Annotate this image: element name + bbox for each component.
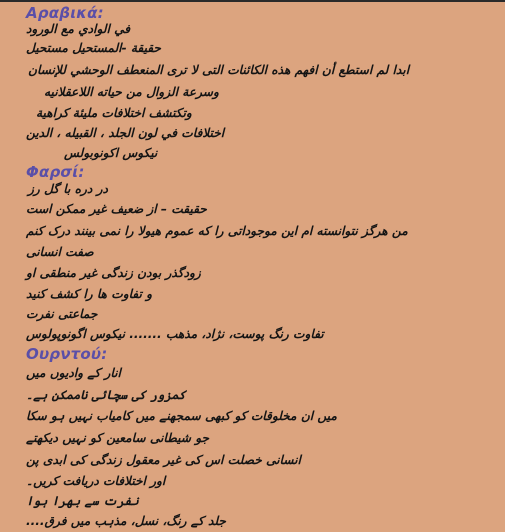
poem-line: في الوادي مع الورود	[26, 22, 131, 36]
poem-line: کمزور کی سچائی ناممکن ہے۔	[26, 388, 186, 402]
poem-line: و تفاوت ها را کشف کنید	[26, 287, 152, 301]
poem-line: میں ان مخلوقات کو کبھی سمجھنے میں کامیاب نہیں ہو سکا	[26, 409, 337, 423]
poem-line: جو شیطانی سامعین کو نہیں دیکھتے	[26, 431, 210, 445]
poem-line: ابدا لم استطع أن افهم هذه الكائنات التى لا ترى المنعطف الوحشي للإنسان	[28, 63, 410, 77]
poem-line: وسرعة الزوال من حياته اللاعقلانيه	[44, 85, 219, 99]
poem-line: جماعتی نفرت	[26, 307, 98, 321]
poem-line: در دره با گل رز	[28, 182, 108, 196]
poem-line: نفرت سے بھرا ہوا	[26, 494, 139, 508]
top-rule	[0, 0, 505, 2]
section-heading-arabic: Αραβικά:	[26, 4, 104, 22]
poem-line: نيكوس اكونوبولس	[64, 146, 158, 160]
poem-line: انسانی خصلت اس کی غیر معقول زندگی کی ابدی پن	[26, 453, 301, 467]
poem-line: تفاوت رنگ پوست، نژاد، مذهب ....... نیکوس اگونوپولوس	[26, 327, 324, 341]
poem-line: صفت انسانی	[26, 245, 94, 259]
poem-line: حقيقة -المستحيل مستحيل	[26, 41, 161, 55]
poem-line: زودگذر بودن زندگی غیر منطقی او	[26, 266, 201, 280]
poem-line: اختلافات في لون الجلد ، القبيله ، الدين	[26, 126, 225, 140]
poem-line: انار کے وادیوں میں	[26, 366, 121, 380]
poem-line: حقیقت – از ضعیف غیر ممکن است	[26, 202, 207, 216]
poem-line: جلد کے رنگ، نسل، مذہب میں فرق....	[26, 514, 226, 528]
poem-line: وتكتشف اختلافات مليئة كراهية	[36, 106, 192, 120]
section-heading-urdu: Ουρντού:	[26, 345, 108, 363]
section-heading-farsi: Φαρσί:	[26, 163, 85, 181]
poem-line: اور اختلافات دریافت کریں۔	[26, 474, 166, 488]
poem-line: من هرگز نتوانسته ام این موجوداتی را که عموم هیولا را نمی بینند درک کنم	[26, 224, 408, 238]
